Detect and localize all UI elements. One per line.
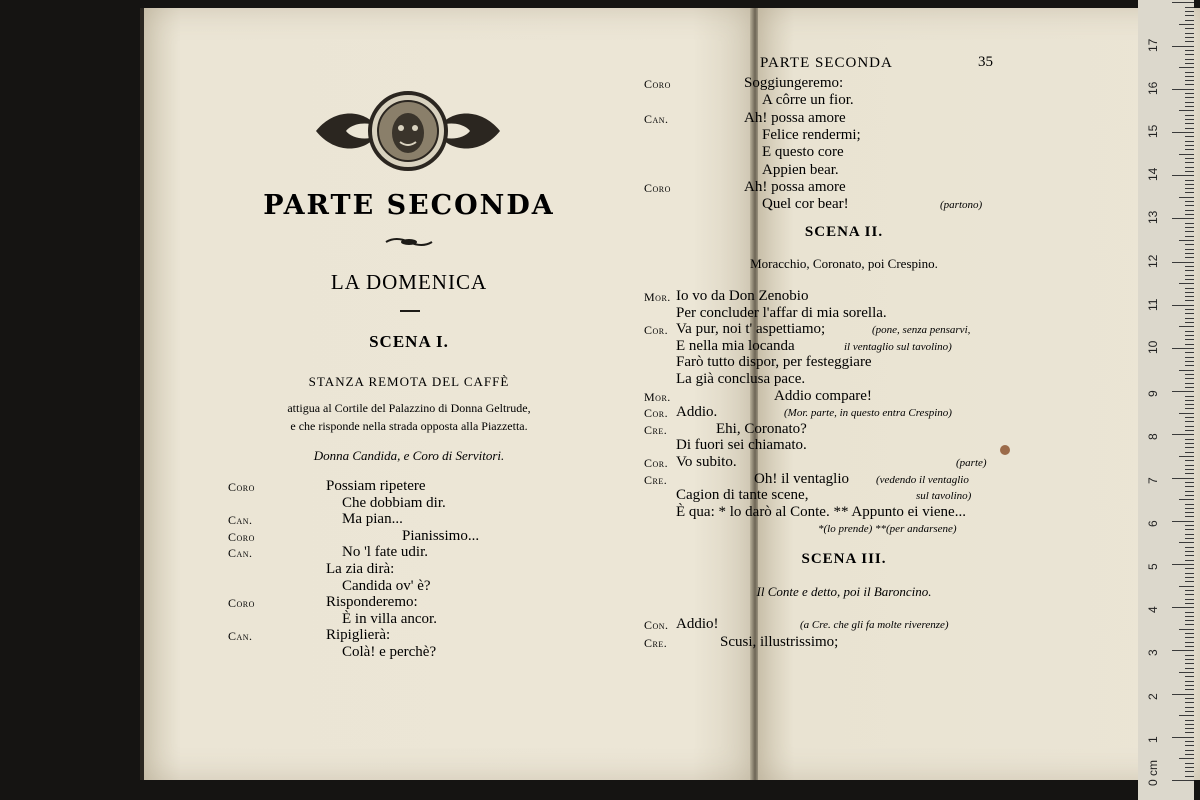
verse-line: Ah! possa amore [744,109,846,126]
ruler-tick [1172,434,1194,435]
ruler-tick [1172,305,1194,306]
ruler-tick [1185,508,1194,509]
speaker-label: Cre. [644,636,668,650]
ruler-tick [1185,750,1194,751]
ruler-tick [1185,568,1194,569]
stage-direction: sul tavolino) [916,490,972,503]
ruler-tick [1185,205,1194,206]
stage-direction: il ventaglio sul tavolino) [844,340,952,353]
verse-line: Ah! possa amore [744,178,846,195]
verse-line: Felice rendermi; [762,126,861,143]
ruler-tick [1185,339,1194,340]
ruler-tick [1179,197,1194,198]
swash-ornament-icon [384,236,434,248]
ruler-tick [1185,162,1194,163]
verse-line: Addio! [676,616,719,632]
ruler-tick [1185,54,1194,55]
ruler-tick [1185,322,1194,323]
ruler-tick [1185,378,1194,379]
ruler-number: 3 [1146,649,1160,657]
ruler-tick [1185,41,1194,42]
ruler-tick [1185,685,1194,686]
ruler-tick [1185,223,1194,224]
ruler-tick [1185,309,1194,310]
scene-heading: SCENA II. [804,224,884,240]
ruler-tick [1185,676,1194,677]
scene-heading: SCENA III. [801,551,887,567]
ruler-tick [1185,20,1194,21]
ruler-tick [1185,452,1194,453]
ruler-tick [1185,192,1194,193]
ruler-tick [1185,335,1194,336]
verse-line: Di fuori sei chiamato. [676,437,807,454]
ruler-tick [1185,167,1194,168]
ruler-tick [1185,486,1194,487]
ruler-tick [1185,400,1194,401]
verse-line: Io vo da Don Zenobio [676,288,809,304]
ruler-number: 9 [1146,390,1160,398]
verse-line: Risponderemo: [326,594,418,611]
ruler-tick [1185,776,1194,777]
ruler-tick [1185,681,1194,682]
ruler-tick [1172,478,1194,479]
verse-line: Per concluder l'affar di mia sorella. [676,304,887,321]
ruler-tick [1172,348,1194,349]
ruler-tick [1185,659,1194,660]
page-number: 35 [978,54,993,70]
ruler-tick [1185,50,1194,51]
ruler-tick [1185,145,1194,146]
ruler-number: 1 [1146,736,1160,743]
ruler-tick [1185,383,1194,384]
ruler-tick [1185,288,1194,289]
ruler-tick [1185,573,1194,574]
ruler-tick [1185,460,1194,461]
verse-line: No 'l fate udir. [342,544,429,561]
ruler-tick [1185,357,1194,358]
ruler-tick [1185,689,1194,690]
ruler-tick [1172,650,1194,651]
ruler-tick [1185,119,1194,120]
stage-direction: (partono) [940,199,983,212]
ruler-tick [1185,655,1194,656]
verse-line: Addio compare! [774,387,872,404]
ruler-tick [1185,633,1194,634]
ruler-tick [1185,313,1194,314]
speaker-label: Can. [228,546,253,561]
verse-line: Ehi, Coronato? [716,420,807,437]
paper-stain [1000,445,1010,455]
verse-line: E nella mia locanda [676,337,795,354]
verse-line: Colà! e perchè? [342,644,437,660]
verse-line: Appien bear. [762,161,839,178]
ruler-tick [1172,391,1194,392]
ruler-number: 2 [1146,692,1160,700]
ruler-tick [1179,758,1194,759]
ruler-tick [1185,266,1194,267]
ruler-tick [1185,504,1194,505]
ruler-tick [1185,184,1194,185]
ruler-tick [1185,771,1194,772]
ruler-tick [1185,594,1194,595]
ruler-tick [1185,102,1194,103]
ruler-tick [1185,279,1194,280]
ruler-tick [1185,374,1194,375]
ruler-tick [1185,439,1194,440]
ruler-tick [1185,93,1194,94]
stage-direction: (a Cre. che gli fa molte riverenze) [800,619,949,631]
ruler-tick [1179,110,1194,111]
ruler-tick [1172,218,1194,219]
ruler-tick [1172,521,1194,522]
cast-list: Il Conte e detto, poi il Baroncino. [756,584,932,599]
verse-line: Possiam ripetere [326,478,426,494]
ruler-tick [1185,244,1194,245]
speaker-label: Coro [644,180,671,195]
setting-title: STANZA REMOTA DEL CAFFÈ [308,374,510,389]
ruler-tick [1185,292,1194,293]
verse-line: È qua: * lo darò al Conte. ** Appunto ei viene... [676,503,966,520]
ruler-tick [1185,646,1194,647]
ruler-tick [1185,547,1194,548]
left-page-content [144,8,674,780]
ruler-tick [1179,24,1194,25]
ruler-tick [1185,612,1194,613]
ruler-tick [1172,694,1194,695]
ruler-tick [1185,106,1194,107]
ruler-tick [1185,642,1194,643]
stage-direction: (pone, senza pensarvi, [872,324,971,337]
ruler-tick [1185,560,1194,561]
ruler-tick [1185,97,1194,98]
speaker-label: Cre. [644,422,668,437]
ruler-number: 4 [1146,606,1160,614]
ruler-tick [1185,551,1194,552]
ruler-tick [1179,715,1194,716]
ruler-tick [1172,89,1194,90]
speaker-label: Can. [228,629,253,644]
speaker-label: Mor. [644,290,671,304]
verse-line: Quel cor bear! [762,196,849,213]
ruler-tick [1185,581,1194,582]
ruler-tick [1179,542,1194,543]
speaker-label: Mor. [644,389,671,404]
ruler-tick [1185,707,1194,708]
verse-line: Oh! il ventaglio [754,470,849,487]
ruler-tick [1185,754,1194,755]
ruler-tick [1172,2,1194,3]
ruler-number: 14 [1146,167,1160,182]
ruler-tick [1185,63,1194,64]
ruler-tick [1185,15,1194,16]
ruler-tick [1185,590,1194,591]
ruler-tick [1185,84,1194,85]
ruler-number: 0 cm [1146,759,1160,786]
ruler-number: 7 [1146,476,1160,484]
act-subtitle: LA DOMENICA [330,270,488,294]
stage-direction: (parte) [956,457,987,469]
ruler-tick [1185,344,1194,345]
ruler-tick [1179,456,1194,457]
ruler-tick [1185,465,1194,466]
ruler-tick [1185,482,1194,483]
ruler-tick [1185,231,1194,232]
ruler-tick [1185,128,1194,129]
ruler-tick [1185,396,1194,397]
ruler-tick [1185,123,1194,124]
speaker-label: Can. [228,513,253,528]
ruler-tick [1185,28,1194,29]
ruler-tick [1185,253,1194,254]
ruler-tick [1185,352,1194,353]
ruler-tick [1179,672,1194,673]
speaker-label: Coro [644,77,671,91]
verse-line: Scusi, illustrissimo; [720,634,839,650]
speaker-label: Coro [228,596,255,611]
ruler-tick [1185,80,1194,81]
verse-line: Ma pian... [342,511,403,528]
speaker-label: Cor. [644,456,669,470]
verse-line: Va pur, noi t' aspettiamo; [676,321,826,338]
ruler-tick [1185,577,1194,578]
ruler-tick [1185,171,1194,172]
ruler-tick [1185,732,1194,733]
ruler-tick [1185,296,1194,297]
ruler-tick [1185,318,1194,319]
ruler-tick [1185,300,1194,301]
ruler-tick [1185,538,1194,539]
verse-line: Che dobbiam dir. [342,494,446,511]
ruler-tick [1185,180,1194,181]
verse-line: Addio. [676,404,718,421]
ruler-tick [1185,387,1194,388]
ruler-number: 12 [1146,254,1160,268]
ruler-tick [1172,46,1194,47]
ruler-tick [1185,516,1194,517]
ruler-tick [1185,149,1194,150]
ruler-tick [1185,361,1194,362]
ruler-tick [1185,275,1194,276]
ruler-tick [1185,257,1194,258]
ruler-tick [1185,728,1194,729]
ruler-tick [1185,141,1194,142]
ruler-number: 11 [1146,298,1160,311]
ruler-tick [1185,270,1194,271]
speaker-label: Con. [644,618,669,632]
ruler-tick [1185,720,1194,721]
ruler-tick [1185,603,1194,604]
ruler-tick [1185,491,1194,492]
ruler-tick [1185,417,1194,418]
mask-ornament-icon [306,86,510,176]
verse-line: E questo core [762,144,844,161]
ruler-tick [1179,370,1194,371]
ruler-tick [1185,620,1194,621]
ruler-tick [1172,780,1194,781]
ruler-tick [1185,7,1194,8]
stage-direction: *(lo prende) **(per andarsene) [818,523,957,536]
cast-list: Moracchio, Coronato, poi Crespino. [750,256,938,271]
ruler-number: 13 [1146,211,1160,225]
verse-line: Soggiungeremo: [744,75,844,91]
speaker-label: Cre. [644,472,668,487]
verse-line: Candida ov' è? [342,577,431,594]
ruler-tick [1185,227,1194,228]
ruler-tick [1179,240,1194,241]
ruler-tick [1185,214,1194,215]
verse-line: La già conclusa pace. [676,371,806,387]
setting-description-line: e che risponde nella strada opposta alla Piazzetta. [290,419,528,433]
cast-list: Donna Candida, e Coro di Servitori. [313,448,505,463]
ruler-tick [1179,154,1194,155]
ruler-tick [1185,495,1194,496]
section-title: PARTE SECONDA [263,190,555,221]
verse-line: Vo subito. [676,454,737,470]
ruler-number: 17 [1146,38,1160,52]
ruler-number: 15 [1146,124,1160,138]
ruler-tick [1172,564,1194,565]
ruler-tick [1185,210,1194,211]
ruler-number: 5 [1146,563,1160,570]
ruler-tick [1185,469,1194,470]
ruler-number: 6 [1146,520,1160,527]
verse-line: È in villa ancor. [342,610,437,627]
ruler-tick [1185,529,1194,530]
ruler-tick [1185,624,1194,625]
verse-line: A côrre un fior. [762,92,854,109]
ruler-tick [1185,331,1194,332]
ruler-tick [1179,67,1194,68]
verse-line: Cagion di tante scene, [676,487,809,504]
ruler-tick [1185,408,1194,409]
ruler-tick [1185,115,1194,116]
ruler-tick [1185,404,1194,405]
ruler-tick [1179,586,1194,587]
speaker-label: Cor. [644,406,669,421]
ruler-tick [1185,702,1194,703]
ruler-tick [1172,175,1194,176]
ruler-tick [1172,132,1194,133]
ruler-tick [1172,607,1194,608]
ruler-tick [1185,663,1194,664]
ruler-tick [1179,499,1194,500]
ruler-tick [1185,698,1194,699]
verse-line: Farò tutto dispor, per festeggiare [676,354,872,371]
ruler-tick [1185,249,1194,250]
setting-description-line: attigua al Cortile del Palazzino di Donna Geltrude, [287,401,531,415]
ruler-tick [1185,188,1194,189]
verse-line: Pianissimo... [402,527,480,544]
measurement-ruler [1138,0,1194,800]
ruler-tick [1172,262,1194,263]
ruler-tick [1179,283,1194,284]
ruler-tick [1185,534,1194,535]
speaker-label: Cor. [644,323,669,338]
ruler-tick [1185,763,1194,764]
ruler-tick [1185,473,1194,474]
stage-direction: (Mor. parte, in questo entra Crespino) [784,407,952,420]
ruler-tick [1185,599,1194,600]
speaker-label: Coro [228,480,255,494]
ruler-tick [1179,413,1194,414]
ruler-tick [1185,637,1194,638]
ruler-tick [1185,447,1194,448]
ruler-tick [1185,236,1194,237]
ruler-tick [1185,11,1194,12]
ruler-tick [1185,365,1194,366]
ruler-tick [1185,443,1194,444]
ruler-tick [1179,629,1194,630]
ruler-tick [1185,430,1194,431]
ruler-tick [1185,745,1194,746]
speaker-label: Can. [644,111,669,126]
ruler-tick [1185,136,1194,137]
divider-rule [400,310,420,312]
running-head: PARTE SECONDA [760,55,893,71]
verse-line: La zia dirà: [326,561,395,577]
ruler-tick [1185,741,1194,742]
ruler-tick [1185,426,1194,427]
stage-direction: (vedendo il ventaglio [876,473,969,486]
ruler-tick [1185,421,1194,422]
ruler-tick [1185,33,1194,34]
ruler-tick [1185,37,1194,38]
verse-line: Ripiglierà: [326,627,391,644]
ruler-tick [1185,555,1194,556]
ruler-tick [1185,767,1194,768]
ruler-tick [1179,326,1194,327]
ruler-number: 16 [1146,81,1160,95]
ruler-tick [1185,59,1194,60]
ruler-number: 10 [1146,340,1160,354]
ruler-tick [1185,711,1194,712]
ruler-tick [1185,668,1194,669]
ruler-tick [1172,737,1194,738]
ruler-tick [1185,512,1194,513]
ruler-number: 8 [1146,433,1160,441]
ruler-tick [1185,158,1194,159]
ruler-tick [1185,76,1194,77]
ruler-tick [1185,616,1194,617]
ruler-tick [1185,72,1194,73]
ruler-tick [1185,201,1194,202]
ruler-tick [1185,724,1194,725]
scene-heading: SCENA I. [369,332,449,351]
speaker-label: Coro [228,529,255,544]
ruler-tick [1185,525,1194,526]
